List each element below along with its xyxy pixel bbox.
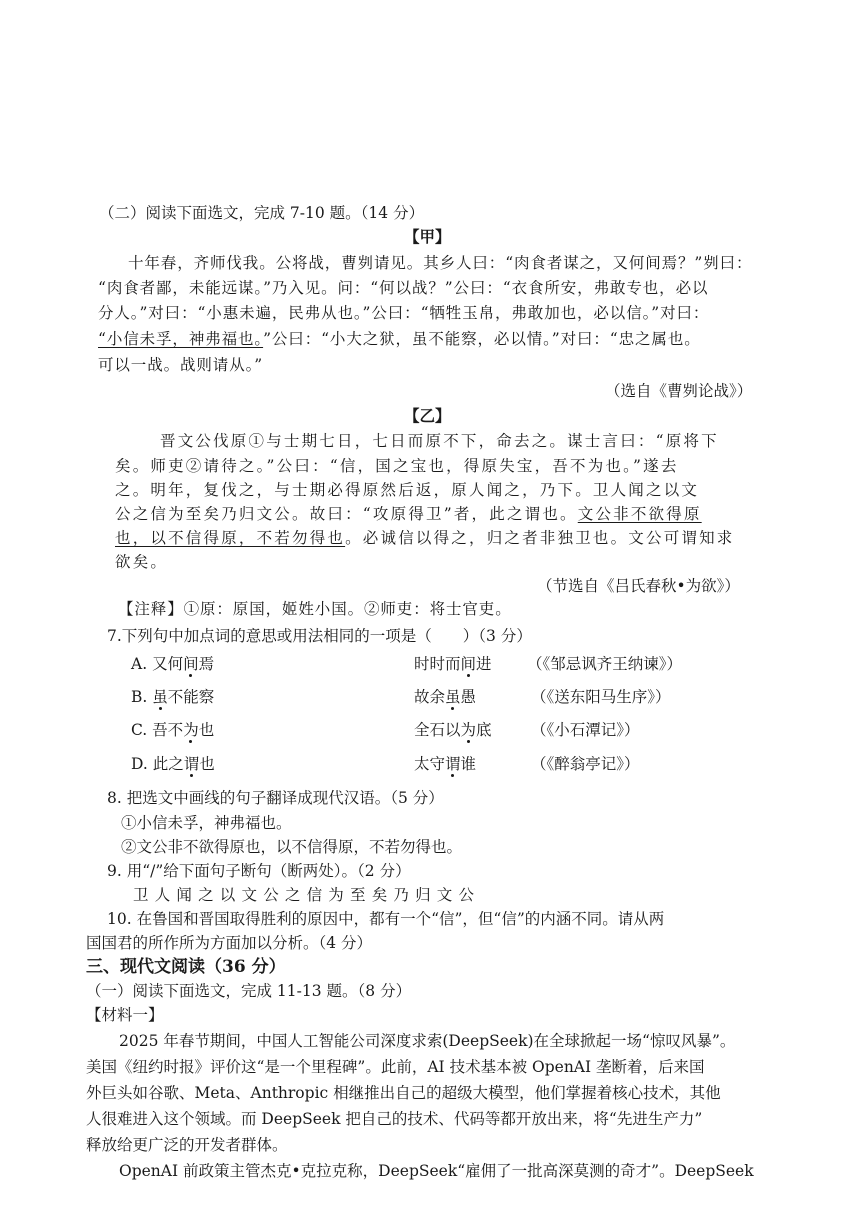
yi-line-6: 欲矣。 xyxy=(115,553,169,571)
q9-stem: 9. 用“/”给下面句子断句（断两处）。（2 分） xyxy=(107,862,411,880)
dotted-word: 虽 xyxy=(445,688,461,706)
jia-line-1: 十年春，齐师伐我。公将战，曹刿请见。其乡人曰：“肉食者谋之，又何间焉？”刿曰： xyxy=(128,254,753,272)
underlined-sentence-2a: 文公非不欲得原 xyxy=(577,505,702,523)
material-label: 【材料一】 xyxy=(86,1006,164,1024)
q8-sentence-1: ①小信未孚，神弗福也。 xyxy=(121,814,292,832)
dotted-word: 虽 xyxy=(152,688,168,706)
yi-line-1: 晋文公伐原①与士期七日，七日而原不下，命去之。谋士言曰：“原将下 xyxy=(160,432,719,450)
q8-stem: 8. 把选文中画线的句子翻译成现代汉语。（5 分） xyxy=(107,789,444,807)
yi-line-2: 矣。师吏②请待之。”公曰：“信，国之宝也，得原失宝，吾不为也。”遂去 xyxy=(115,457,679,475)
dotted-word: 间 xyxy=(183,655,199,673)
material-p1-line-3: 外巨头如谷歌、Meta、Anthropic 相继推出自己的超级大模型，他们掌握着核心技术，其他 xyxy=(86,1084,721,1102)
yi-line-3: 之。明年，复伐之，与士期必得原然后返，原人闻之，乃下。卫人闻之以文 xyxy=(115,481,700,499)
dotted-word: 谓 xyxy=(183,755,200,773)
jia-line-3: 分人。”对曰：“小惠未遍，民弗从也。”公曰：“牺牲玉帛，弗敢加也，必以信。”对曰： xyxy=(98,304,710,322)
material-p1-line-2: 美国《纽约时报》评价这“是一个里程碑”。此前，AI 技术基本被 OpenAI 垄断着，后来国 xyxy=(86,1058,705,1076)
section3-subheading: （一）阅读下面选文，完成 11-13 题。（8 分） xyxy=(86,982,412,1000)
passage-label-jia: 【甲】 xyxy=(404,227,451,246)
section-heading: （二）阅读下面选文，完成 7-10 题。（14 分） xyxy=(99,204,425,222)
jia-line-5: 可以一战。战则请从。” xyxy=(98,356,264,374)
q7-stem: 7.下列句中加点词的意思或用法相同的一项是（ ）（3 分） xyxy=(107,627,532,645)
passage-label-yi: 【乙】 xyxy=(404,406,451,425)
dotted-word: 谓 xyxy=(445,755,461,773)
jia-line-2: “肉食者鄙，未能远谋。”乃入见。问：“何以战？”公曰：“衣食所安，弗敢专也，必以 xyxy=(98,279,709,297)
jia-source: （选自《曹刿论战》） xyxy=(605,382,753,400)
dotted-word: 为 xyxy=(183,721,199,739)
yi-line-4: 公之信为至矣乃归文公。故曰：“攻原得卫”者，此之谓也。文公非不欲得原 xyxy=(115,505,702,523)
dotted-word: 为 xyxy=(460,721,477,739)
q9-sentence: 卫人闻之以文公之信为至矣乃归文公 xyxy=(133,886,481,904)
q10-line-2: 国国君的所作所为方面加以分析。（4 分） xyxy=(86,934,373,952)
yi-source: （节选自《吕氏春秋•为欲》） xyxy=(537,577,740,595)
material-p1-line-4: 人很难进入这个领域。而 DeepSeek 把自己的技术、代码等都开放出来，将“先进生产力” xyxy=(86,1110,703,1128)
q10-line-1: 10. 在鲁国和晋国取得胜利的原因中，都有一个“信”，但“信”的内涵不同。请从两 xyxy=(107,910,665,928)
yi-line-5: 也，以不信得原，不若勿得也。必诚信以得之，归之者非独卫也。文公可谓知求 xyxy=(115,529,735,547)
material-p1-line-1: 2025 年春节期间，中国人工智能公司深度求索(DeepSeek)在全球掀起一场“惊叹风暴”。 xyxy=(119,1032,736,1050)
material-p1-line-5: 释放给更广泛的开发者群体。 xyxy=(86,1136,288,1154)
material-p2-line-1: OpenAI 前政策主管杰克•克拉克称，DeepSeek“雇佣了一批高深莫测的奇才”。DeepSeek xyxy=(119,1162,754,1180)
jia-line-4: “小信未孚，神弗福也。”公曰：“小大之狱，虽不能察，必以情。”对曰：“忠之属也。 xyxy=(98,330,701,348)
section3-heading: 三、现代文阅读（36 分） xyxy=(86,957,286,977)
q8-sentence-2: ②文公非不欲得原也，以不信得原，不若勿得也。 xyxy=(121,838,463,856)
dotted-word: 间 xyxy=(460,655,477,673)
underlined-sentence-2b: 也，以不信得原，不若勿得也 xyxy=(115,529,346,547)
annotation-note: 【注释】①原：原国，姬姓小国。②师吏：将士官吏。 xyxy=(118,600,512,618)
underlined-sentence-1: “小信未孚，神弗福也。 xyxy=(98,330,264,348)
